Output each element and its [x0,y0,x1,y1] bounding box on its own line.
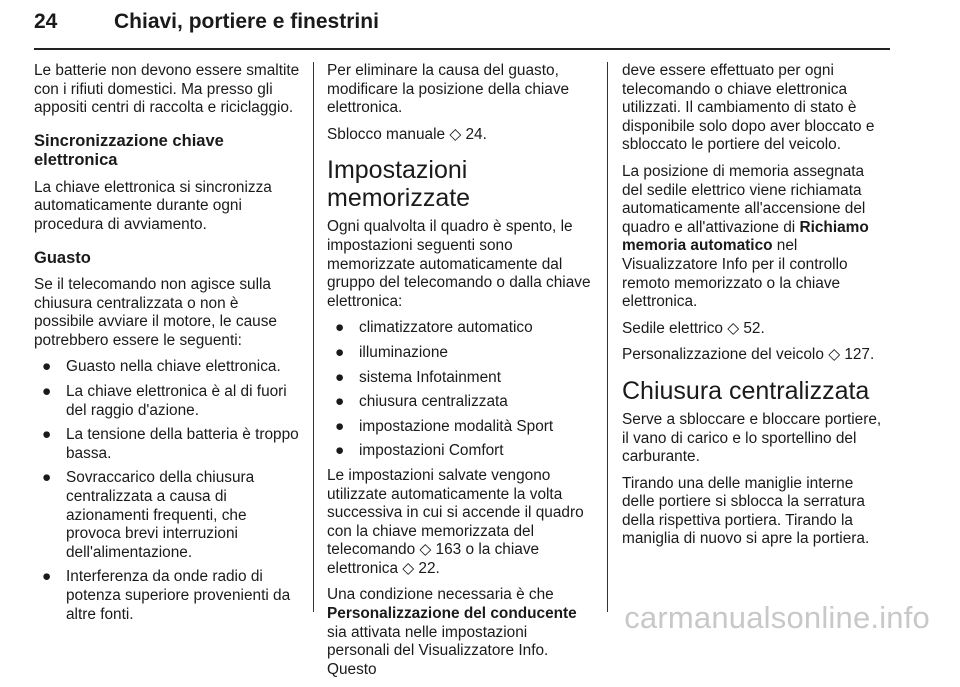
paragraph-manual-unlock: Sblocco manuale ◇ 24. [327,125,487,143]
list-item: ● chiusura centralizzata [335,393,508,411]
cross-reference-link[interactable]: 52. [743,319,765,337]
list-item: ● Sovraccarico della chiusura centralizzata a causa di azionamenti frequenti, che provoca brevi interruzioni dell'alimentazione. [42,469,255,561]
page-header [34,4,890,44]
paragraph-memorised-settings: Ogni qualvolta il quadro è spento, le impostazioni seguenti sono memorizzate automaticamente dal gruppo del telecomando o dalla chiave elettronica: [327,218,591,310]
memorised-settings-list [327,319,593,461]
cross-reference-icon: ◇ [402,559,415,577]
list-item: ● Interferenza da onde radio di potenza superiore provenienti da altre fonti. [42,568,291,623]
bullet-icon: ● [42,358,52,376]
list-item: ● impostazioni Comfort [335,442,504,460]
paragraph-battery-disposal: Le batterie non devono essere smaltite con i rifiuti domestici. Ma presso gli appositi centri di raccolta e riciclaggio. [34,62,300,117]
header-rule [34,48,890,50]
heading-central-locking: Chiusura centralizzata [622,376,870,405]
bullet-icon: ● [42,469,52,487]
cross-reference-link[interactable]: 127. [844,346,875,364]
bullet-icon: ● [42,568,52,586]
menu-term: Personalizzazione del conducente [327,605,577,623]
heading-memorised-settings: Impostazioni memorizzate [327,156,471,213]
list-item: ● illuminazione [335,343,448,361]
paragraph-fault: Se il telecomando non agisce sulla chiusura centralizzata o non è possibile avviare il motore, le cause potrebbero essere le seguenti: [34,276,277,349]
paragraph-driver-personalisation: Una condizione necessaria è che Personalizzazione del conducente sia attivata nelle impostazioni personali del Visualizzatore Info. Questo [327,586,577,678]
chapter-title: Chiavi, portiere e finestrini [114,10,379,33]
cross-reference-icon: ◇ [419,541,432,559]
fault-cause-list [34,358,300,624]
paragraph-power-seat-ref: Sedile elettrico ◇ 52. [622,319,765,337]
menu-term: Richiamo memoria automatico [622,218,869,255]
cross-reference-link[interactable]: 163 [435,541,462,559]
list-item: ● La tensione della batteria è troppo bassa. [42,426,299,462]
cross-reference-icon: ◇ [828,346,841,364]
list-item: ● Guasto nella chiave elettronica. [42,358,281,376]
column-1 [34,62,300,630]
bullet-icon: ● [335,417,345,435]
paragraph-per-remote: deve essere effettuato per ogni telecomando o chiave elettronica utilizzati. Il cambiamento di stato è disponibile solo dopo aver bloccato e sbloccato le portiere del veicolo. [622,62,875,154]
cross-reference-icon: ◇ [449,125,462,143]
paragraph-settings-used: Le impostazioni salvate vengono utilizzate automaticamente la volta successiva in cui si accende il quadro con la chiave memorizzata del telecomando ◇ 163 o la chiave elettronica ◇ 22. [327,466,584,577]
cross-reference-link[interactable]: 22. [418,559,440,577]
watermark-logo: carmanualsonline.info [624,600,930,635]
paragraph-door-handles: Tirando una delle maniglie interne delle portiere si sblocca la serratura della rispettiva portiera. Tirando la maniglia di nuovo si apre la portiera. [622,474,870,548]
bullet-icon: ● [335,393,345,411]
bullet-icon: ● [42,383,52,401]
list-item: ● impostazione modalità Sport [335,417,554,435]
paragraph-fault-remedy: Per eliminare la causa del guasto, modificare la posizione della chiave elettronica. [327,62,570,117]
paragraph-key-sync: La chiave elettronica si sincronizza automaticamente durante ogni procedura di avviamento. [34,178,272,233]
bullet-icon: ● [335,442,345,460]
paragraph-vehicle-personalisation-ref: Personalizzazione del veicolo ◇ 127. [622,346,875,364]
bullet-icon: ● [335,319,345,337]
column-divider-1 [313,62,314,612]
paragraph-central-locking: Serve a sbloccare e bloccare portiere, il vano di carico e lo sportellino del carburante. [622,410,882,466]
heading-fault: Guasto [34,248,91,267]
cross-reference-link[interactable]: 24. [465,125,487,143]
bullet-icon: ● [42,426,52,444]
list-item: ● climatizzatore automatico [335,319,533,337]
heading-key-sync: Sincronizzazione chiave elettronica [34,131,224,170]
column-3 [622,62,888,557]
list-item: ● sistema Infotainment [335,368,502,386]
bullet-icon: ● [335,368,345,386]
paragraph-seat-memory: La posizione di memoria assegnata del sedile elettrico viene richiamata automaticamente all'accensione del quadro e all'attivazione di Richiamo memoria automatico nel Visualizzatore Info per il controllo remoto memorizzato o la chiave elettronica. [622,162,869,311]
cross-reference-icon: ◇ [727,319,740,337]
column-2 [327,62,593,687]
list-item: ● La chiave elettronica è al di fuori del raggio d'azione. [42,383,287,419]
column-divider-2 [607,62,608,612]
bullet-icon: ● [335,343,345,361]
page-number: 24 [34,10,58,33]
